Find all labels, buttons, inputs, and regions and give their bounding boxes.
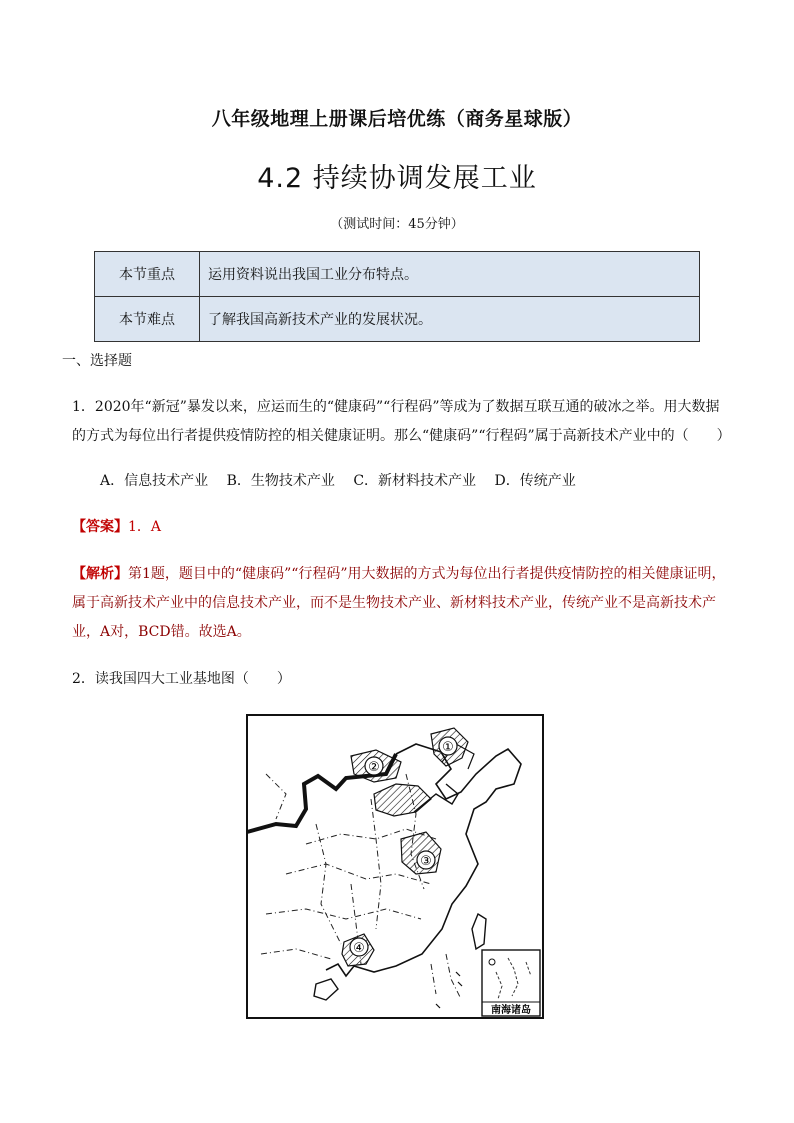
- section-title: 一、选择题: [62, 353, 132, 369]
- test-time: （测试时间：45分钟）: [330, 217, 464, 232]
- table-row: [95, 252, 700, 297]
- table-row: [95, 297, 700, 342]
- lesson-title: 4.2 持续协调发展工业: [257, 163, 537, 194]
- explanation-label: 【解析】: [72, 566, 128, 582]
- focus-label: 本节重点: [95, 252, 200, 297]
- inset-label: 南海诸岛: [491, 1005, 531, 1016]
- focus-content: 运用资料说出我国工业分布特点。: [200, 252, 700, 297]
- difficulty-label: 本节难点: [95, 297, 200, 342]
- explanation-text: 第1题，题目中的“健康码”“行程码”用大数据的方式为每位出行者提供疫情防控的相关健康证明，属于高新技术产业中的信息技术产业，而不是生物技术产业、新材料技术产业，传统产业不是高新技术产业，A对，BCD错。故选A。: [72, 566, 726, 640]
- explanation: [72, 560, 732, 647]
- answer: [72, 516, 161, 536]
- series-title: 八年级地理上册课后培优练（商务星球版）: [211, 108, 583, 130]
- marker-3: ③: [420, 854, 432, 869]
- marker-2: ②: [368, 760, 380, 775]
- marker-1: ①: [442, 740, 454, 755]
- industrial-bases-map: [246, 714, 544, 1019]
- option-b: B．生物技术产业: [226, 473, 335, 489]
- option-a: A．信息技术产业: [100, 473, 209, 489]
- question-1-text: 1．2020年“新冠”暴发以来，应运而生的“健康码”“行程码”等成为了数据互联互通的破冰之举。用大数据的方式为每位出行者提供疫情防控的相关健康证明。那么“健康码”“行程码”属于高新技术产业中的（ ）: [72, 399, 731, 444]
- question-1-options: [100, 470, 590, 490]
- question-2-text: 2．读我国四大工业基地图（ ）: [72, 671, 291, 687]
- option-c: C．新材料技术产业: [353, 473, 477, 489]
- answer-text: 1．A: [128, 519, 162, 535]
- answer-label: 【答案】: [72, 519, 128, 535]
- marker-4: ④: [353, 941, 365, 956]
- option-d: D．传统产业: [494, 473, 576, 489]
- difficulty-content: 了解我国高新技术产业的发展状况。: [200, 297, 700, 342]
- focus-table: [94, 251, 700, 342]
- south-china-sea-inset: [482, 950, 540, 1016]
